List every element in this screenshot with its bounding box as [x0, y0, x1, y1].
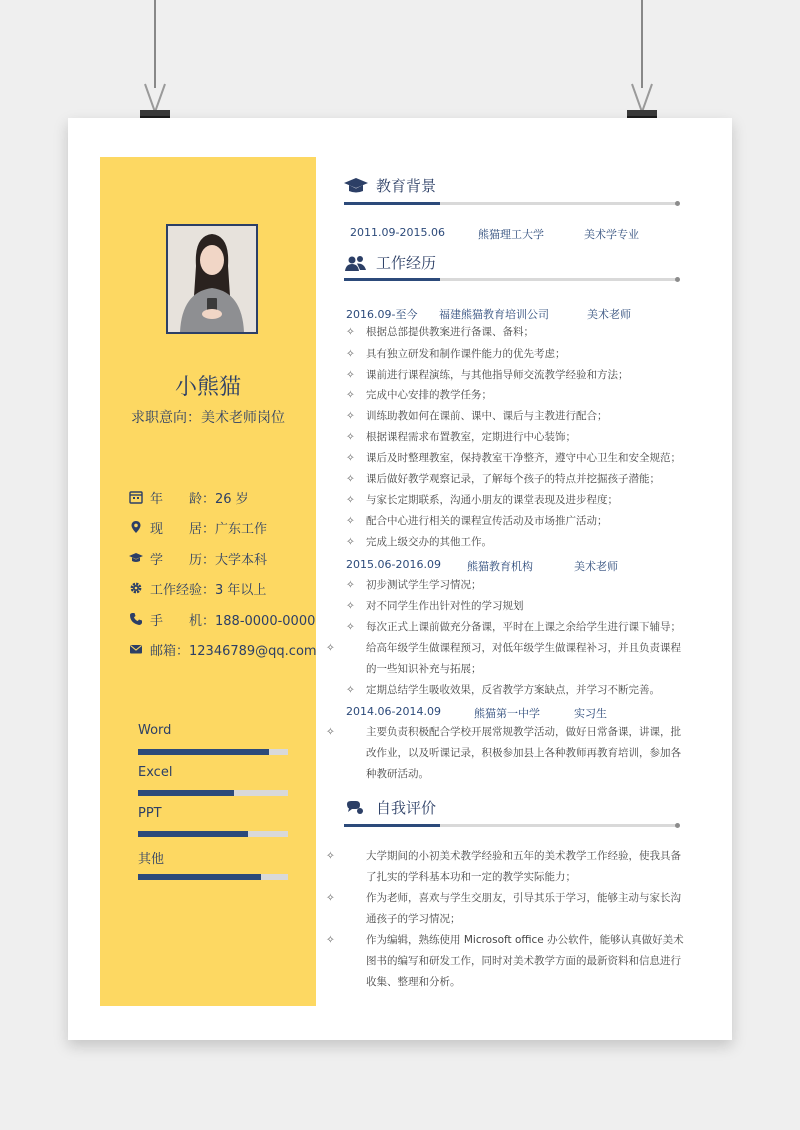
section-self-title: 自我评价	[376, 799, 437, 817]
info-residence-text: 现 居：广东工作	[150, 521, 268, 537]
gear-icon	[128, 580, 144, 596]
job-3-period: 2014.06-2014.09	[346, 705, 441, 718]
job-1-company: 福建熊猫教育培训公司	[439, 308, 549, 321]
list-item: ✧ 课后及时整理教室，保持教室干净整齐，遵守中心卫生和安全规范；	[346, 452, 681, 464]
skill-fill-word	[138, 749, 269, 755]
list-item: ✧ 初步测试学生学习情况；	[346, 579, 482, 591]
job-2-period: 2015.06-2016.09	[346, 558, 441, 571]
info-education-text: 学 历：大学本科	[150, 552, 268, 568]
list-item: ✧ 训练助教如何在课前、课中、课后与主教进行配合；	[346, 410, 608, 422]
section-education-divider	[344, 202, 678, 205]
skill-label-excel: Excel	[138, 765, 173, 780]
education-major: 美术学专业	[584, 228, 639, 241]
profile-photo	[166, 224, 258, 334]
list-item: ✧ 主要负责积极配合学校开展常规教学活动，做好日常备课，讲课，批改作业，以及听课记录，积极参加县上各种教师再教育培训，参加各种教研活动。	[326, 726, 681, 780]
list-item: ✧ 完成中心安排的教学任务；	[346, 389, 492, 401]
section-work-title: 工作经历	[376, 254, 437, 272]
mail-icon	[128, 641, 144, 657]
candidate-name: 小熊猫	[174, 375, 241, 400]
info-phone-text: 手 机：188-0000-0000	[150, 613, 316, 629]
job-1-period: 2016.09-至今	[346, 308, 418, 321]
job-3-role: 实习生	[574, 707, 607, 720]
skill-bar-excel	[138, 790, 288, 796]
section-self-divider	[344, 824, 678, 827]
list-item: ✧ 配合中心进行相关的课程宣传活动及市场推广活动；	[346, 515, 608, 527]
skill-fill-excel	[138, 790, 234, 796]
calendar-icon	[128, 489, 144, 505]
list-item: ✧ 大学期间的小初美术教学经验和五年的美术教学工作经验，使我具备了扎实的学科基本功和一定的教学实际能力；	[326, 850, 681, 883]
education-period: 2011.09-2015.06	[350, 226, 445, 239]
info-education	[128, 548, 267, 568]
info-experience	[128, 578, 266, 598]
list-item: ✧ 完成上级交办的其他工作。	[346, 536, 492, 548]
section-education-header	[344, 175, 436, 196]
skill-label-word: Word	[138, 723, 172, 738]
section-work-header	[344, 252, 436, 273]
skill-fill-other	[138, 874, 261, 880]
list-item: ✧ 定期总结学生吸收效果，反省教学方案缺点，并学习不断完善。	[346, 684, 660, 696]
job-2-role: 美术老师	[574, 560, 618, 573]
list-item: ✧ 作为编辑，熟练使用 Microsoft office 办公软件，能够认真做好美术图书的编写和研发工作，同时对美术教学方面的最新资料和信息进行收集、整理和分析。	[326, 934, 684, 988]
people-icon	[344, 254, 370, 272]
section-education-title: 教育背景	[376, 177, 437, 195]
list-item: ✧ 给高年级学生做课程预习，对低年级学生做课程补习，并且负责课程的一些知识补充与拓展；	[326, 642, 681, 675]
graduation-cap-icon	[128, 550, 144, 566]
list-item: ✧ 课后做好教学观察记录，了解每个孩子的特点并挖掘孩子潜能；	[346, 473, 660, 485]
skill-bar-ppt	[138, 831, 288, 837]
job-1-role: 美术老师	[587, 308, 631, 321]
info-email	[128, 639, 317, 659]
list-item: ✧ 作为老师，喜欢与学生交朋友，引导其乐于学习，能够主动与家长沟通孩子的学习情况；	[326, 892, 681, 925]
list-item: ✧ 对不同学生作出针对性的学习规划	[346, 600, 524, 612]
list-item: ✧ 具有独立研发和制作课件能力的优先考虑；	[346, 348, 566, 360]
list-item: ✧ 与家长定期联系，沟通小朋友的课堂表现及进步程度；	[346, 494, 618, 506]
info-age	[128, 487, 249, 507]
info-phone	[128, 609, 315, 629]
job-2-company: 熊猫教育机构	[467, 560, 533, 573]
graduation-cap-icon	[344, 177, 370, 195]
phone-icon	[128, 611, 144, 627]
location-pin-icon	[128, 519, 144, 535]
info-experience-text: 工作经验：3 年以上	[150, 582, 267, 598]
education-school: 熊猫理工大学	[478, 228, 544, 241]
list-item: ✧ 根据总部提供教案进行备课、备料；	[346, 326, 534, 338]
section-work-divider	[344, 278, 678, 281]
skill-bar-other	[138, 874, 288, 880]
skill-bar-word	[138, 749, 288, 755]
section-self-header	[344, 797, 436, 818]
comment-icon	[344, 799, 370, 817]
job-intent: 求职意向：美术老师岗位	[131, 410, 285, 426]
list-item: ✧ 根据课程需求布置教室，定期进行中心装饰；	[346, 431, 576, 443]
skill-label-other: 其他	[138, 852, 165, 867]
job-3-company: 熊猫第一中学	[474, 707, 540, 720]
list-item: ✧ 每次正式上课前做充分备课，平时在上课之余给学生进行课下辅导；	[346, 621, 681, 633]
skill-fill-ppt	[138, 831, 248, 837]
list-item: ✧ 课前进行课程演练，与其他指导师交流教学经验和方法；	[346, 369, 629, 381]
info-email-text: 邮箱：12346789@qq.com	[150, 643, 317, 659]
info-residence	[128, 517, 267, 537]
skill-label-ppt: PPT	[138, 806, 162, 821]
info-age-text: 年 龄：26 岁	[150, 491, 249, 507]
